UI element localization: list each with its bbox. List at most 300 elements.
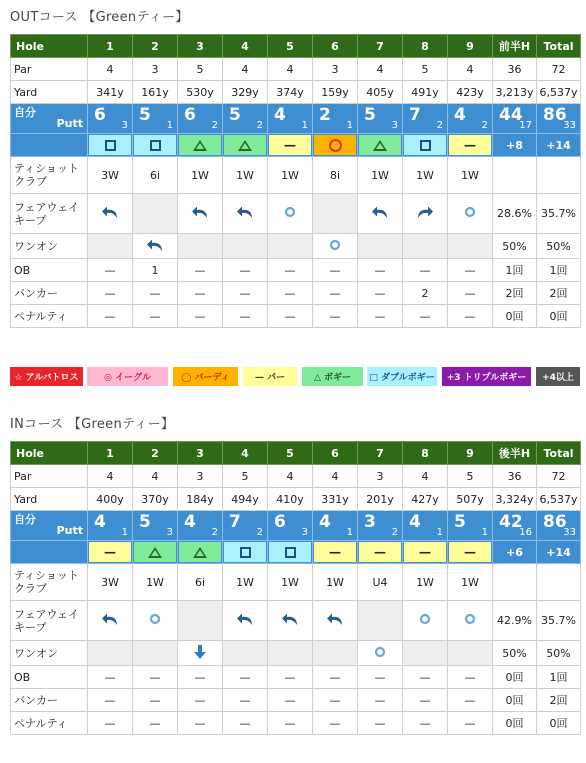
stroke-count: 4 (319, 512, 331, 532)
penalty-cell: — (268, 305, 313, 328)
green-in-one-cell (133, 234, 178, 259)
fairway-keep-cell (403, 601, 448, 641)
result-cell (133, 541, 178, 564)
putt-count: 1 (436, 527, 443, 538)
header-label: Hole (11, 442, 88, 465)
header-row (11, 35, 581, 58)
bunker-cell: — (313, 282, 358, 305)
tee-club-cell: 1W (403, 564, 448, 601)
header-cell: 前半H (493, 35, 537, 58)
green-in-one-cell (358, 234, 403, 259)
header-cell: Total (537, 442, 581, 465)
legend-item: +4以上 (536, 367, 580, 386)
bogey-result-chip (359, 135, 401, 155)
par-dash-icon: — (374, 545, 386, 559)
ob-cell: — (178, 259, 223, 282)
penalty-label: ペナルティ (11, 305, 88, 328)
ob-cell: — (403, 259, 448, 282)
green-in-one-row (11, 234, 581, 259)
par-cell: 4 (133, 465, 178, 488)
par-cell: 4 (403, 465, 448, 488)
stroke-count: 86 (543, 105, 567, 125)
putt-count: 1 (346, 120, 353, 131)
par-dash-icon: — (329, 545, 341, 559)
stroke-count: 44 (499, 105, 523, 125)
legend-item: +3 トリプルボギー (442, 367, 531, 386)
tee-club-cell: 1W (403, 157, 448, 194)
tee-club-cell (537, 157, 581, 194)
bunker-cell: — (133, 689, 178, 712)
penalty-label: ペナルティ (11, 712, 88, 735)
header-cell: 後半H (493, 442, 537, 465)
bogey-result-chip (134, 542, 176, 562)
result-row (11, 134, 581, 157)
par-cell: 4 (223, 58, 268, 81)
score-cell (268, 104, 313, 134)
player-name: 自分 (14, 106, 36, 119)
putt-count: 2 (256, 527, 263, 538)
ob-cell: — (403, 666, 448, 689)
green-in-one-label: ワンオン (11, 234, 88, 259)
in-course-title: INコース 【Greenティー】 (10, 417, 175, 432)
stroke-count: 7 (229, 512, 241, 532)
yard-cell: 159y (313, 81, 358, 104)
green-in-one-cell (403, 641, 448, 666)
stroke-count: 6 (94, 105, 106, 125)
bunker-cell: — (178, 282, 223, 305)
result-cell (448, 541, 493, 564)
score-cell (493, 104, 537, 134)
score-cell (133, 511, 178, 541)
score-cell (178, 104, 223, 134)
ob-cell: — (448, 666, 493, 689)
header-label: Hole (11, 35, 88, 58)
result-cell (358, 541, 403, 564)
par-cell: 4 (448, 58, 493, 81)
fairway-keep-cell (178, 194, 223, 234)
stroke-count: 2 (319, 105, 331, 125)
header-cell: 5 (268, 35, 313, 58)
par-result-chip (269, 135, 311, 155)
ob-cell: — (268, 666, 313, 689)
putt-count: 2 (391, 527, 398, 538)
putt-count: 1 (121, 527, 128, 538)
yard-cell: 507y (448, 488, 493, 511)
bogey-result-chip (179, 135, 221, 155)
fairway-hit-dot-icon (149, 613, 161, 625)
putt-count: 1 (166, 120, 173, 131)
putt-label: Putt (56, 117, 83, 130)
penalty-cell: — (358, 712, 403, 735)
penalty-cell: — (178, 305, 223, 328)
bunker-cell: — (88, 689, 133, 712)
bunker-cell: — (448, 282, 493, 305)
tee-club-cell: 6i (133, 157, 178, 194)
fairway-keep-cell (403, 194, 448, 234)
par-cell: 36 (493, 58, 537, 81)
penalty-cell: 0回 (537, 712, 581, 735)
tee-club-cell: 1W (313, 564, 358, 601)
stroke-count: 3 (364, 512, 376, 532)
result-cell (88, 134, 133, 157)
fairway-keep-cell (268, 194, 313, 234)
header-cell: 2 (133, 35, 178, 58)
score-label (11, 511, 88, 541)
yard-cell: 6,537y (537, 81, 581, 104)
double-bogey-square-icon (420, 140, 431, 151)
legend-item: □ ダブルボギー (367, 367, 437, 386)
score-cell (88, 104, 133, 134)
result-cell (268, 134, 313, 157)
green-in-one-cell (88, 234, 133, 259)
par-cell: 72 (537, 58, 581, 81)
par-result-chip (449, 135, 491, 155)
legend-item: ◯ バーディ (173, 367, 238, 386)
putt-count: 3 (301, 527, 308, 538)
bogey-result-chip (179, 542, 221, 562)
par-cell: 4 (358, 58, 403, 81)
yard-cell: 423y (448, 81, 493, 104)
green-in-one-total-cell: 50% (493, 234, 537, 259)
par-result-chip (89, 542, 131, 562)
tee-club-row (11, 157, 581, 194)
out-scorecard-table (10, 34, 581, 328)
double-bogey-square-icon (285, 547, 296, 558)
par-label: Par (11, 58, 88, 81)
yard-cell: 184y (178, 488, 223, 511)
putt-count: 1 (481, 527, 488, 538)
double-result-chip (89, 135, 131, 155)
putt-count: 17 (519, 120, 532, 131)
header-cell: 4 (223, 35, 268, 58)
putt-count: 3 (391, 120, 398, 131)
birdie-result-chip (314, 135, 356, 155)
miss-left-arrow-icon (236, 205, 254, 219)
result-cell (448, 134, 493, 157)
fairway-keep-total-cell: 28.6% (493, 194, 537, 234)
score-label (11, 104, 88, 134)
putt-count: 3 (166, 527, 173, 538)
par-dash-icon: — (464, 545, 476, 559)
penalty-cell: 0回 (493, 712, 537, 735)
stroke-count: 5 (139, 512, 151, 532)
ob-label: OB (11, 259, 88, 282)
fairway-keep-cell (358, 194, 403, 234)
header-cell: 3 (178, 442, 223, 465)
par-cell: 3 (178, 465, 223, 488)
fairway-keep-cell (223, 601, 268, 641)
bogey-triangle-icon (148, 547, 162, 558)
fairway-keep-cell (358, 601, 403, 641)
par-result-chip (404, 542, 446, 562)
result-cell (313, 134, 358, 157)
ob-label: OB (11, 666, 88, 689)
fairway-keep-label-text: フェアウェイ キープ (14, 200, 80, 227)
result-cell (313, 541, 358, 564)
ob-cell: — (178, 666, 223, 689)
yard-row (11, 81, 581, 104)
penalty-cell: — (268, 712, 313, 735)
miss-left-arrow-icon (101, 612, 119, 626)
par-cell: 5 (178, 58, 223, 81)
yard-cell: 491y (403, 81, 448, 104)
bunker-cell: — (88, 282, 133, 305)
green-in-one-cell (268, 234, 313, 259)
bunker-cell: 0回 (493, 689, 537, 712)
header-cell: 3 (178, 35, 223, 58)
penalty-cell: — (88, 305, 133, 328)
green-in-one-cell (448, 641, 493, 666)
green-in-one-cell (358, 641, 403, 666)
legend-item: — パー (243, 367, 297, 386)
par-cell: 3 (358, 465, 403, 488)
par-cell: 4 (88, 465, 133, 488)
par-cell: 5 (403, 58, 448, 81)
green-in-one-total-cell: 50% (537, 234, 581, 259)
fairway-keep-total-cell: 35.7% (537, 601, 581, 641)
bunker-row (11, 689, 581, 712)
penalty-cell: — (223, 712, 268, 735)
putt-count: 3 (121, 120, 128, 131)
green-in-one-cell (403, 234, 448, 259)
bogey-result-chip (224, 135, 266, 155)
score-cell (358, 104, 403, 134)
tee-club-cell: 1W (178, 157, 223, 194)
fairway-hit-dot-icon (464, 206, 476, 218)
in-scorecard-table (10, 441, 581, 735)
score-cell (403, 104, 448, 134)
par-label: Par (11, 465, 88, 488)
fairway-keep-cell (268, 601, 313, 641)
birdie-circle-icon (329, 139, 342, 152)
penalty-row (11, 305, 581, 328)
par-cell: 3 (133, 58, 178, 81)
penalty-cell: — (223, 305, 268, 328)
tee-club-cell: 1W (268, 564, 313, 601)
double-result-chip (269, 542, 311, 562)
par-dash-icon: — (104, 545, 116, 559)
out-course-title: OUTコース 【Greenティー】 (10, 10, 189, 25)
miss-down-arrow-icon (193, 644, 207, 660)
bunker-cell: — (448, 689, 493, 712)
par-cell: 5 (223, 465, 268, 488)
yard-cell: 405y (358, 81, 403, 104)
par-cell: 5 (448, 465, 493, 488)
bunker-row (11, 282, 581, 305)
miss-left-arrow-icon (281, 612, 299, 626)
header-row (11, 442, 581, 465)
result-label-empty (11, 134, 88, 157)
ob-cell: — (223, 259, 268, 282)
tee-club-cell: 1W (223, 564, 268, 601)
stroke-count: 5 (454, 512, 466, 532)
par-result-chip (359, 542, 401, 562)
double-bogey-square-icon (105, 140, 116, 151)
stroke-count: 4 (184, 512, 196, 532)
fairway-keep-cell (448, 601, 493, 641)
yard-cell: 3,324y (493, 488, 537, 511)
header-cell: 7 (358, 442, 403, 465)
fairway-keep-total-cell: 35.7% (537, 194, 581, 234)
green-in-one-cell (133, 641, 178, 666)
yard-cell: 400y (88, 488, 133, 511)
ob-cell: — (448, 259, 493, 282)
tee-club-cell: 1W (448, 564, 493, 601)
stroke-count: 5 (229, 105, 241, 125)
result-cell (403, 134, 448, 157)
legend-item: △ ボギー (302, 367, 363, 386)
tee-club-cell (537, 564, 581, 601)
fairway-hit-dot-icon (419, 613, 431, 625)
result-cell (178, 134, 223, 157)
fairway-keep-row (11, 194, 581, 234)
score-row (11, 511, 581, 541)
tee-club-cell: 1W (133, 564, 178, 601)
tee-club-cell: 1W (448, 157, 493, 194)
result-cell (133, 134, 178, 157)
putt-count: 2 (436, 120, 443, 131)
bunker-cell: 2回 (537, 282, 581, 305)
ob-cell: — (313, 259, 358, 282)
par-cell: 4 (268, 58, 313, 81)
score-cell (133, 104, 178, 134)
par-cell: 4 (268, 465, 313, 488)
par-dash-icon: — (419, 545, 431, 559)
fairway-keep-label (11, 601, 88, 641)
header-cell: 1 (88, 35, 133, 58)
yard-cell: 6,537y (537, 488, 581, 511)
miss-left-arrow-icon (101, 205, 119, 219)
miss-left-arrow-icon (326, 612, 344, 626)
fairway-keep-cell (133, 194, 178, 234)
bogey-triangle-icon (193, 140, 207, 151)
score-cell (223, 104, 268, 134)
green-in-one-cell (178, 234, 223, 259)
penalty-cell: — (313, 712, 358, 735)
score-cell (268, 511, 313, 541)
penalty-cell: — (313, 305, 358, 328)
fairway-keep-cell (178, 601, 223, 641)
header-cell: 4 (223, 442, 268, 465)
green-hit-dot-icon (374, 646, 386, 658)
tee-club-cell: 3W (88, 157, 133, 194)
double-result-chip (224, 542, 266, 562)
score-row (11, 104, 581, 134)
header-cell: 1 (88, 442, 133, 465)
penalty-cell: — (133, 305, 178, 328)
penalty-cell: — (133, 712, 178, 735)
ob-cell: 1回 (537, 259, 581, 282)
result-cell (88, 541, 133, 564)
ob-row (11, 259, 581, 282)
bunker-cell: — (313, 689, 358, 712)
tee-club-label (11, 157, 88, 194)
score-cell (88, 511, 133, 541)
ob-cell: 1回 (537, 666, 581, 689)
bogey-triangle-icon (238, 140, 252, 151)
par-cell: 4 (88, 58, 133, 81)
stroke-count: 6 (184, 105, 196, 125)
stroke-count: 6 (274, 512, 286, 532)
putt-count: 1 (301, 120, 308, 131)
green-in-one-cell (223, 641, 268, 666)
result-total-cell: +6 (493, 541, 537, 564)
miss-left-arrow-icon (236, 612, 254, 626)
ob-cell: — (88, 259, 133, 282)
yard-cell: 341y (88, 81, 133, 104)
stroke-count: 42 (499, 512, 523, 532)
stroke-count: 5 (139, 105, 151, 125)
fairway-keep-cell (133, 601, 178, 641)
green-in-one-total-cell: 50% (493, 641, 537, 666)
penalty-row (11, 712, 581, 735)
par-cell: 4 (313, 465, 358, 488)
green-in-one-cell (313, 234, 358, 259)
yard-cell: 530y (178, 81, 223, 104)
penalty-cell: 0回 (537, 305, 581, 328)
score-cell (448, 104, 493, 134)
legend-item: ☆ アルバトロス (10, 367, 83, 386)
par-result-chip (314, 542, 356, 562)
penalty-cell: — (358, 305, 403, 328)
tee-club-cell: 1W (358, 157, 403, 194)
ob-cell: 1 (133, 259, 178, 282)
yard-row (11, 488, 581, 511)
ob-cell: — (358, 259, 403, 282)
tee-club-cell: 6i (178, 564, 223, 601)
bunker-cell: — (358, 689, 403, 712)
yard-cell: 161y (133, 81, 178, 104)
result-cell (223, 541, 268, 564)
putt-count: 16 (519, 527, 532, 538)
yard-label: Yard (11, 81, 88, 104)
result-cell (178, 541, 223, 564)
putt-label: Putt (56, 524, 83, 537)
fairway-keep-cell (448, 194, 493, 234)
fairway-keep-row (11, 601, 581, 641)
green-hit-dot-icon (329, 239, 341, 251)
score-cell (537, 511, 581, 541)
green-in-one-cell (178, 641, 223, 666)
stroke-count: 86 (543, 512, 567, 532)
result-total-cell: +8 (493, 134, 537, 157)
score-cell (223, 511, 268, 541)
putt-count: 33 (563, 527, 576, 538)
par-cell: 3 (313, 58, 358, 81)
green-in-one-row (11, 641, 581, 666)
bunker-cell: — (133, 282, 178, 305)
score-cell (178, 511, 223, 541)
score-cell (358, 511, 403, 541)
par-result-chip (449, 542, 491, 562)
score-cell (313, 511, 358, 541)
bogey-triangle-icon (193, 547, 207, 558)
score-cell (537, 104, 581, 134)
result-cell (268, 541, 313, 564)
fairway-keep-cell (313, 194, 358, 234)
ob-cell: — (268, 259, 313, 282)
green-in-one-total-cell: 50% (537, 641, 581, 666)
score-cell (448, 511, 493, 541)
fairway-keep-total-cell: 42.9% (493, 601, 537, 641)
bunker-cell: 2 (403, 282, 448, 305)
fairway-keep-label (11, 194, 88, 234)
score-cell (403, 511, 448, 541)
ob-row (11, 666, 581, 689)
tee-club-cell: 8i (313, 157, 358, 194)
header-cell: 6 (313, 35, 358, 58)
double-bogey-square-icon (150, 140, 161, 151)
